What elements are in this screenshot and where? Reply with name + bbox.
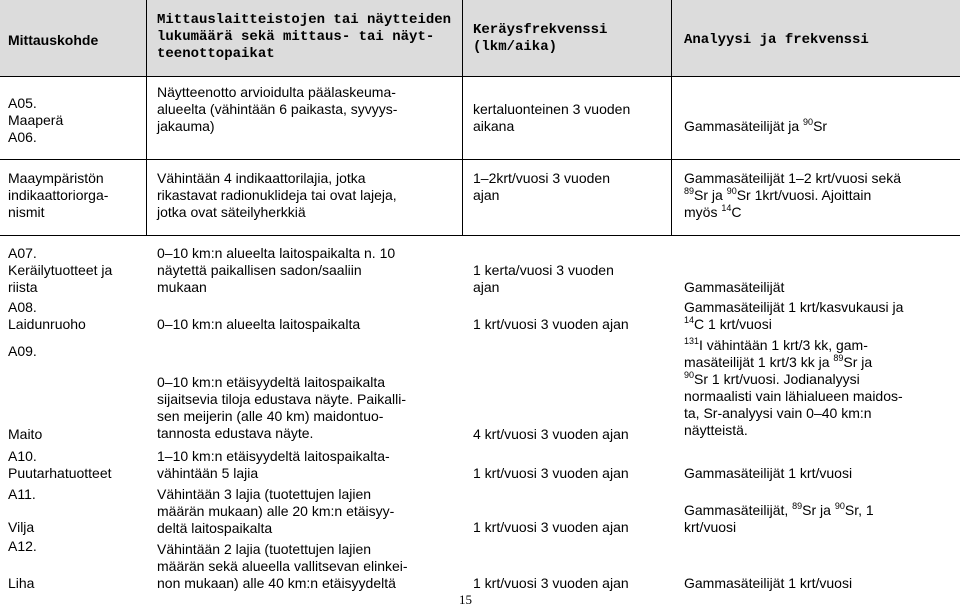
- row-a07-method: 0–10 km:n alueelta laitospaikalta n. 10 näytettä paikallisen sadon/saaliin mukaan: [157, 245, 396, 295]
- row-a11-target: Vilja: [8, 519, 35, 535]
- column-rule: [671, 0, 672, 236]
- row-a11-code: A11.: [8, 486, 36, 502]
- row-a05-frequency: kertaluonteinen 3 vuoden aikana: [473, 101, 631, 134]
- row-a12-code: A12.: [8, 538, 37, 554]
- row-a10-analysis: Gammasäteilijät 1 krt/vuosi: [684, 465, 853, 481]
- row-a09-code: A09.: [8, 343, 37, 359]
- row-a07-analysis: Gammasäteilijät: [684, 279, 785, 295]
- row-a05-method: Näytteenotto arvioidulta päälaskeuma- alueelta (vähintään 6 paikasta, syvyys- jakauma): [157, 84, 398, 134]
- row-a05-a06-target: A05. Maaperä A06.: [8, 95, 64, 145]
- row-a07-frequency: 1 kerta/vuosi 3 vuoden ajan: [473, 262, 614, 295]
- row-a09-method: 0–10 km:n etäisyydeltä laitospaikalta sijaitsevia tiloja edustava näyte. Paikalli- sen meijerin (alle 40 km) maidontuo- tannosta edustava näyte.: [157, 374, 407, 441]
- row-a10-method: 1–10 km:n etäisyydeltä laitospaikalta- vähintään 5 lajia: [157, 448, 390, 481]
- row-a07-target: A07. Keräilytuotteet ja riista: [8, 245, 113, 295]
- row-a12-target: Liha: [8, 575, 35, 591]
- row-a10-frequency: 1 krt/vuosi 3 vuoden ajan: [473, 465, 629, 481]
- header-analyysi: Analyysi ja frekvenssi: [684, 32, 869, 48]
- row-indicator-method: Vähintään 4 indikaattorilajia, jotka rikastavat radionuklideja tai ovat lajeja, jotka ovat säteilyherkkiä: [157, 170, 397, 220]
- column-rule: [462, 0, 463, 236]
- row-a12-analysis: Gammasäteilijät 1 krt/vuosi: [684, 575, 853, 591]
- header-keraysfrekvenssi: Keräysfrekvenssi (lkm/aika): [473, 22, 608, 55]
- row-a10-target: A10. Puutarhatuotteet: [8, 448, 112, 481]
- row-rule: [0, 235, 960, 236]
- row-a12-frequency: 1 krt/vuosi 3 vuoden ajan: [473, 575, 629, 591]
- row-indicator-analysis: Gammasäteilijät 1–2 krt/vuosi sekä $^{89}$Sr ja $^{90}$Sr 1krt/vuosi. Ajoittain myös $^{14}$C: [684, 170, 902, 220]
- row-a08-frequency: 1 krt/vuosi 3 vuoden ajan: [473, 316, 629, 332]
- row-a08-method: 0–10 km:n alueelta laitospaikalta: [157, 316, 361, 332]
- row-a12-method: Vähintään 2 lajia (tuotettujen lajien määrän sekä alueella vallitsevan elinkei- non mukaan) alle 40 km:n etäisyydeltä: [157, 541, 408, 591]
- row-rule: [0, 159, 960, 160]
- header-mittauskohde: Mittauskohde: [8, 32, 99, 48]
- row-a11-method: Vähintään 3 lajia (tuotettujen lajien määrän mukaan) alle 20 km:n etäisyy- deltä laitospaikalta: [157, 486, 395, 536]
- row-indicator-target: Maaympäristön indikaattoriorga- nismit: [8, 170, 109, 220]
- row-a08-analysis: Gammasäteilijät 1 krt/kasvukausi ja $^{14}$C 1 krt/vuosi: [684, 299, 904, 332]
- header-mittauslaitteistot: Mittauslaitteistojen tai näytteiden lukumäärä sekä mittaus- tai näyt- teenottopaikat: [157, 12, 452, 62]
- header-rule: [0, 76, 960, 77]
- row-indicator-frequency: 1–2krt/vuosi 3 vuoden ajan: [473, 170, 610, 203]
- row-a11-analysis: Gammasäteilijät, $^{89}$Sr ja $^{90}$Sr, 1 krt/vuosi: [684, 501, 874, 535]
- row-a09-target: Maito: [8, 426, 43, 442]
- row-a08-target: A08. Laidunruoho: [8, 299, 86, 332]
- row-a11-frequency: 1 krt/vuosi 3 vuoden ajan: [473, 519, 629, 535]
- page-number: 15: [459, 592, 472, 607]
- row-a09-frequency: 4 krt/vuosi 3 vuoden ajan: [473, 426, 629, 442]
- column-rule: [146, 0, 147, 236]
- row-a09-analysis: $^{131}$I vähintään 1 krt/3 kk, gam- masäteilijät 1 krt/3 kk ja $^{89}$Sr ja $^{90}$Sr 1 krt/vuosi. Jodianalyysi normaalisti vain lähialueen maidos- ta, Sr-analyysi vain 0–40 km:n näytteistä.: [684, 336, 903, 438]
- row-a05-analysis: Gammasäteilijät ja $^{90}$Sr: [684, 117, 828, 134]
